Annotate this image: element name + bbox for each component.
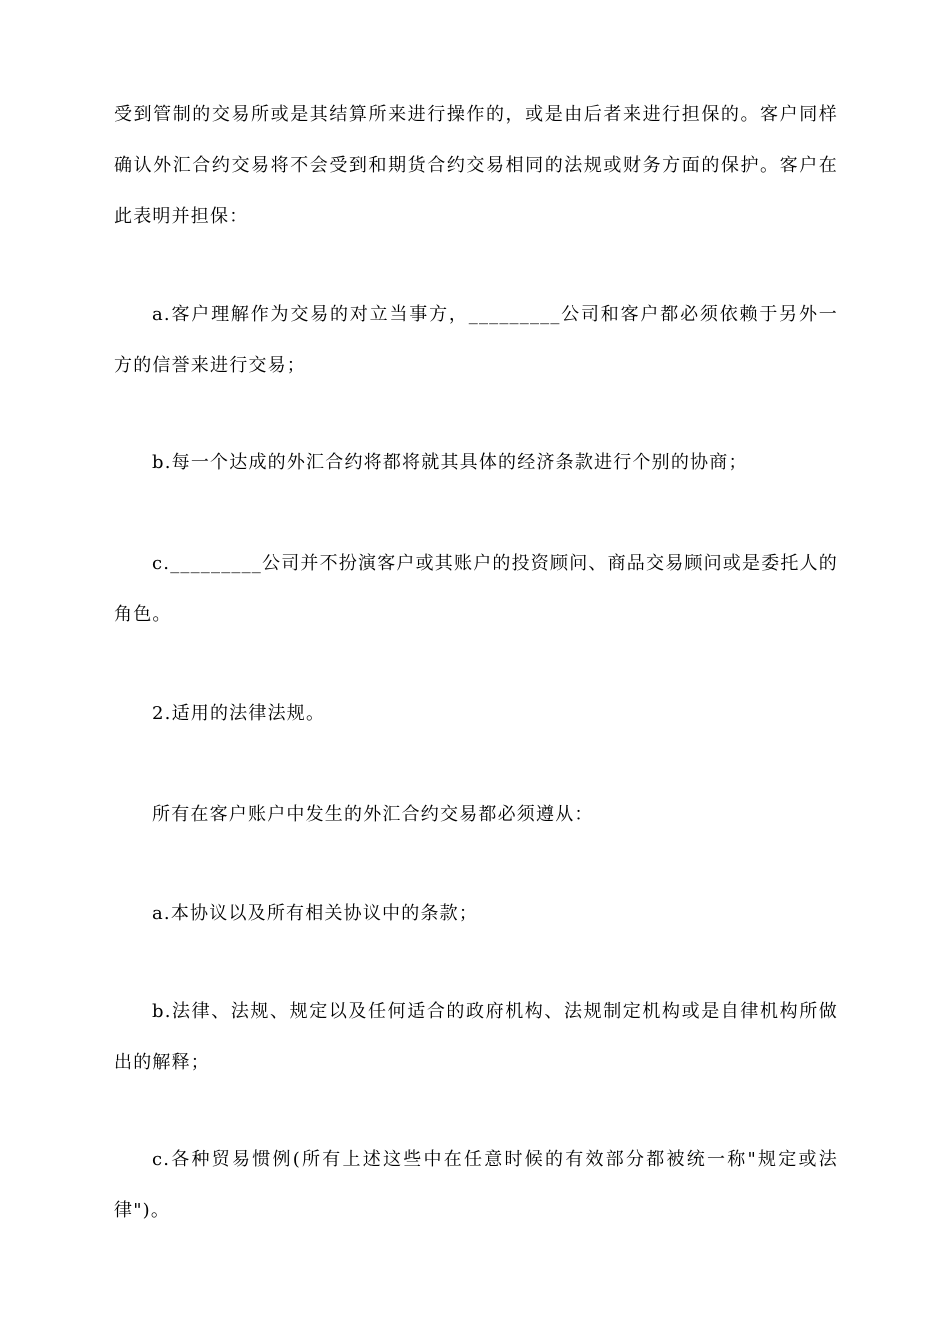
paragraph-item-b-laws: b.法律、法规、规定以及任何适合的政府机构、法规制定机构或是自律机构所做出的解释； (114, 1001, 838, 1073)
paragraph-item-c-trade-practice: c.各种贸易惯例(所有上述这些中在任意时候的有效部分都被统一称"规定或法律")。 (114, 1149, 838, 1221)
paragraph-compliance-intro: 所有在客户账户中发生的外汇合约交易都必须遵从： (152, 804, 594, 825)
section-heading-applicable-law: 2.适用的法律法规。 (152, 703, 326, 724)
paragraph-continuation: 受到管制的交易所或是其结算所来进行操作的，或是由后者来进行担保的。客户同样确认外汇合约交易将不会受到和期货合约交易相同的法规或财务方面的保护。客户在此表明并担保： (114, 104, 838, 227)
paragraph-item-a-counterparty: a.客户理解作为交易的对立当事方，_________公司和客户都必须依赖于另外一方的信誉来进行交易； (114, 304, 838, 376)
paragraph-item-a-agreement-terms: a.本协议以及所有相关协议中的条款； (152, 903, 479, 924)
paragraph-item-b-negotiation: b.每一个达成的外汇合约将都将就其具体的经济条款进行个别的协商； (152, 452, 748, 473)
paragraph-item-c-role: c._________公司并不扮演客户或其账户的投资顾问、商品交易顾问或是委托人的角色。 (114, 553, 838, 625)
